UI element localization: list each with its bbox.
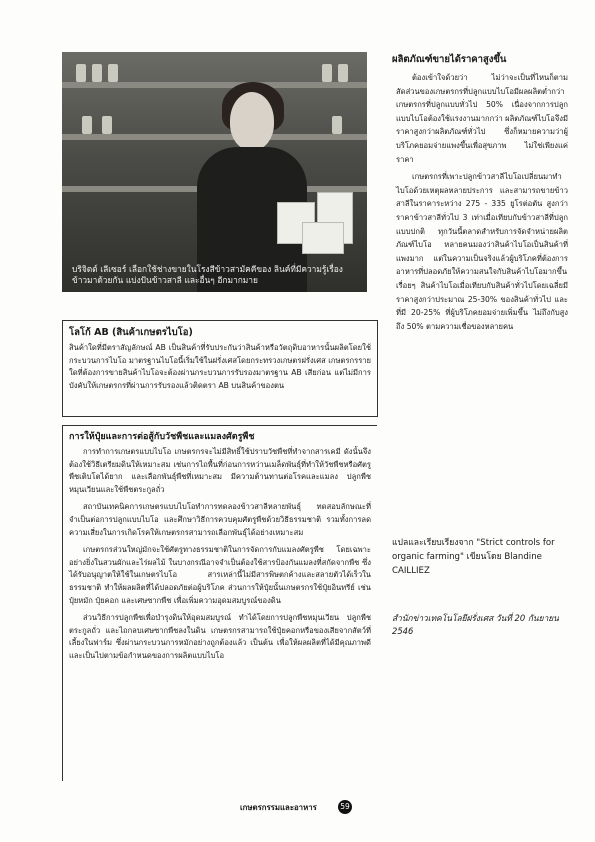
organic-box-title: โลโก้ AB (สินค้าเกษตรไบโอ) [69, 327, 193, 338]
right-column-paragraph: เกษตรกรที่เพาะปลูกข้าวสาลีไบโอเปลี่ยนมาทำไบโอด้วยเหตุผลหลายประการ และสามารถขายข้าวสาลีในราคาระหว่าง 275 - 335 ยูโรต่อตัน สูงกว่าราคาข้าวสาลีทั่วไป 3 เท่าเมื่อเทียบกับข้าวสาลีที่ปลูกแบบปกติ ทุกวันนี้ตลาดสำหรับการจัดจำหน่ายผลิตภัณฑ์ไบโอ หลายคนมองว่าสินค้าไบโอเป็นสินค้าที่แพงมาก แต่ในความเป็นจริงแล้วผู้บริโภคที่ต้องการอาหารที่ปลอดภัยให้ความสนใจกับสินค้าไบโอมากขึ้นเรื่อยๆ สินค้าไบโอเมื่อเทียบกับสินค้าทั่วไปโดยเฉลี่ยมีราคาสูงกว่าประมาณ 25-30% ของสินค้าทั่วไป และที่มี 20-25% ที่ผู้บริโภคยอมจ่ายเพิ่มขึ้น ไม่ถึงกับสูงถึง 50% ตามความเชื่อของหลายคน [396, 172, 568, 331]
jar [332, 116, 342, 134]
jar [102, 116, 112, 134]
page-footer [240, 800, 460, 814]
jar [338, 64, 348, 82]
shelf [62, 82, 367, 88]
footer-title: เกษตรกรรมและอาหาร [240, 803, 317, 812]
jar [92, 64, 102, 82]
translation-credit: แปลและเรียบเรียงจาก "Strict controls for organic farming" เขียนโดย Blandine CAILLIEZ [392, 538, 555, 576]
page-number: 59 [338, 800, 352, 814]
section-paragraph: สถาบันเทคนิคการเกษตรแบบไบโอทำการทดลองข้าวสาลีหลายพันธุ์ ทดสอบลักษณะที่จำเป็นต่อการปลูกแบบไบโอ และศึกษาวิธีการควบคุมศัตรูพืชด้วยวิธีธรรมชาติ รวมทั้งการลดความเสี่ยงในการเกิดโรคให้เกษตรกรสามารถเลือกพันธุ์ได้อย่างเหมาะสม [69, 502, 371, 537]
section-paragraph: เกษตรกรส่วนใหญ่มักจะใช้ศัตรูทางธรรมชาติในการจัดการกับแมลงศัตรูพืช โดยเฉพาะอย่างยิ่งในสวนผักและไร่ผลไม้ ในบางกรณีอาจจำเป็นต้องใช้สารป้องกันแมลงที่สกัดจากพืช ซึ่งได้รับอนุญาตให้ใช้ในเกษตรไบโอ สารเหล่านี้ไม่มีสารพิษตกค้างและสลายตัวได้เร็วในธรรมชาติ ทำให้ผลผลิตที่ได้ปลอดภัยต่อผู้บริโภค ส่วนการให้ปุ๋ยนั้นเกษตรกรใช้ปุ๋ยอินทรีย์ เช่น ปุ๋ยหมัก ปุ๋ยคอก และเศษซากพืช เพื่อเพิ่มความอุดมสมบูรณ์ของดิน [69, 545, 371, 605]
jar [76, 64, 86, 82]
right-column-title: ผลิตภัณฑ์ขายได้ราคาสูงขึ้น [392, 54, 507, 65]
jar [108, 64, 118, 82]
shelf [62, 134, 367, 140]
section-paragraph: ส่วนวิธีการปลูกพืชเพื่อบำรุงดินให้อุดมสมบูรณ์ ทำได้โดยการปลูกพืชหมุนเวียน ปลูกพืชตระกูลถั่ว และไถกลบเศษซากพืชลงในดิน เกษตรกรสามารถใช้ปุ๋ยคอกหรือของเสียจากสัตว์ที่เลี้ยงในฟาร์ม ซึ่งผ่านกระบวนการหมักอย่างถูกต้องแล้ว เป็นต้น เพื่อให้ผลผลิตที่ได้มีคุณภาพดีและเป็นไปตามข้อกำหนดของการผลิตแบบไบโอ [69, 613, 371, 660]
shop-photo [62, 52, 367, 292]
organic-box-body: สินค้าใดที่มีตราสัญลักษณ์ AB เป็นสินค้าที่รับประกันว่าสินค้าหรือวัตถุดิบอาหารนั้นผลิตโดยใช้กระบวนการไบโอ มาตรฐานไบโอนี้เริ่มใช้ในฝรั่งเศสโดยกระทรวงเกษตรฝรั่งเศส เกษตรกรรายใดที่ต้องการขายสินค้าไบโอจะต้องผ่านกระบวนการรับรองมาตรฐาน AB เสียก่อน แต่ไม่มีการบังคับให้เกษตรกรที่ผ่านการรับรองแล้วติดตรา AB บนสินค้าของตน [69, 343, 371, 390]
photo-caption: บริจิตต์ เลีเซอร์ เลือกใช้ช่างขายในโรงสีข้าวสามัคคีของ ลินค์ที่มีความรู้เรื่องข้าวมาด้วยกัน แบ่งปันข้าวสาลี และอื่นๆ อีกมากมาย [72, 264, 343, 285]
section-paragraph: การทำการเกษตรแบบไบโอ เกษตรกรจะไม่มีสิทธิ์ใช้ปราบวัชพืชที่ทำจากสารเคมี ดังนั้นจึงต้องใช้วิธีเตรียมดินให้เหมาะสม เช่นการไถพื้นที่ก่อนการหว่านเมล็ดพันธุ์ที่ทำให้วัชพืชหรือศัตรูพืชเติบโตได้ยาก และเลือกพันธุ์พืชที่เหมาะสม มีความต้านทานต่อโรคและแมลง ปลูกพืชหมุนเวียนและใช้พืชตระกูลถั่ว [69, 447, 371, 494]
right-column-paragraph: ต้องเข้าใจด้วยว่า ไม่ว่าจะเป็นที่ไหนก็ตาม สัดส่วนของเกษตรกรที่ปลูกแบบไบโอมีผลผลิตต่ำกว่าเกษตรกรที่ปลูกแบบทั่วไป 50% เนื่องจากการปลูกแบบไบโอต้องใช้แรงงานมากกว่า ผลิตภัณฑ์ไบโอจึงมีราคาสูงกว่าผลิตภัณฑ์ทั่วไป ซึ่งก็หมายความว่าผู้บริโภคยอมจ่ายแพงขึ้นเพื่อสุขภาพ ไม่ใช่เพียงแค่ราคา [396, 73, 568, 164]
product-box [302, 222, 344, 254]
jar [322, 64, 332, 82]
jar [82, 116, 92, 134]
person-head [230, 92, 274, 150]
fertilizer-pest-section [62, 425, 377, 781]
section-title: การให้ปุ๋ยและการต่อสู้กับวัชพืชและแมลงศัตรูพืช [69, 432, 255, 442]
source-note: สำนักข่าวเทคโนโลยีฝรั่งเศส วันที่ 20 กันยายน 2546 [392, 613, 559, 636]
organic-logo-box [62, 320, 378, 417]
right-column [388, 52, 568, 337]
